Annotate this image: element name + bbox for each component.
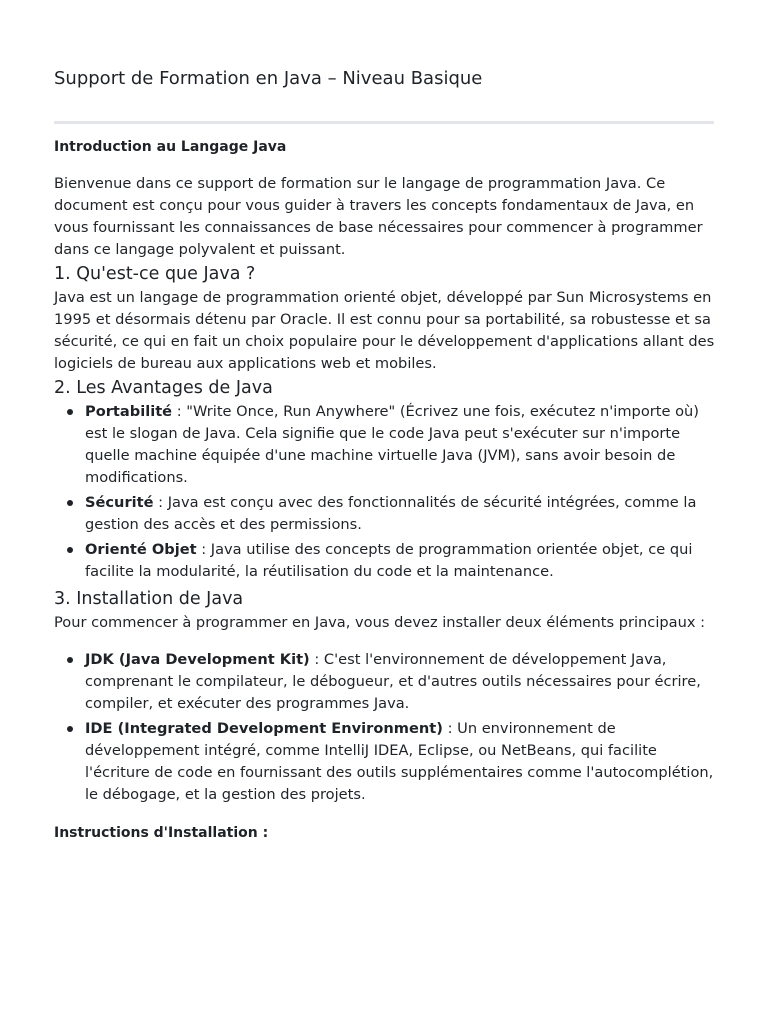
list-item-term: JDK (Java Development Kit) (85, 651, 310, 668)
list-item (54, 539, 716, 583)
section-3-paragraph: Pour commencer à programmer en Java, vous devez installer deux éléments principaux : (54, 614, 706, 631)
section-3-heading: 3. Installation de Java (54, 589, 244, 609)
intro-heading: Introduction au Langage Java (54, 139, 287, 155)
bullet-dot (67, 547, 73, 553)
section-2-heading: 2. Les Avantages de Java (54, 378, 273, 398)
advantages-list (54, 401, 716, 583)
document-body (54, 136, 716, 844)
list-item-text: : Java est conçu avec des fonctionnalités de sécurité intégrées, comme la gestion des accès et des permissions. (85, 494, 697, 533)
intro-paragraph: Bienvenue dans ce support de formation sur le langage de programmation Java. Ce document est conçu pour vous guider à travers les concepts fondamentaux de Java, en vous fournissant les connaissances de base nécessaires pour commencer à programmer dans ce langage polyvalent et puissant. (54, 175, 703, 258)
list-item-text: : C'est l'environnement de développement Java, comprenant le compilateur, le débogueur, et d'autres outils nécessaires pour écrire, compiler, et exécuter des programmes Java. (85, 651, 701, 712)
list-item-term: IDE (Integrated Development Environment) (85, 720, 443, 737)
document-title: Support de Formation en Java – Niveau Basique (54, 68, 483, 89)
section-1-paragraph: Java est un langage de programmation orienté objet, développé par Sun Microsystems en 1995 et désormais détenu par Oracle. Il est connu pour sa portabilité, sa robustesse et sa sécurité, ce qui en fait un choix populaire pour le développement d'applications allant des logiciels de bureau aux applications web et mobiles. (54, 289, 715, 372)
bullet-dot (67, 726, 73, 732)
bullet-dot (67, 500, 73, 506)
list-item-term: Portabilité (85, 403, 173, 420)
list-item (54, 649, 716, 715)
list-item-text: : Java utilise des concepts de programmation orientée objet, ce qui facilite la modularité, la réutilisation du code et la maintenance. (85, 541, 693, 580)
installation-instructions-heading: Instructions d'Installation : (54, 825, 269, 841)
bullet-dot (67, 409, 73, 415)
list-item (54, 718, 716, 806)
list-item-term: Sécurité (85, 494, 154, 511)
list-item-term: Orienté Objet (85, 541, 197, 558)
list-item (54, 492, 716, 536)
section-1-heading: 1. Qu'est-ce que Java ? (54, 264, 256, 284)
title-divider (54, 121, 714, 124)
installation-list (54, 649, 716, 806)
list-item (54, 401, 716, 489)
list-item-text: : "Write Once, Run Anywhere" (Écrivez une fois, exécutez n'importe où) est le slogan de Java. Cela signifie que le code Java peut s'exécuter sur n'importe quelle machine équipée d'une machine virtuelle Java (JVM), sans avoir besoin de modifications. (85, 403, 699, 486)
bullet-dot (67, 657, 73, 663)
list-item-text: : Un environnement de développement intégré, comme IntelliJ IDEA, Eclipse, ou NetBeans, qui facilite l'écriture de code en fournissant des outils supplémentaires comme l'autocomplétion, le débogage, et la gestion des projets. (85, 720, 714, 803)
